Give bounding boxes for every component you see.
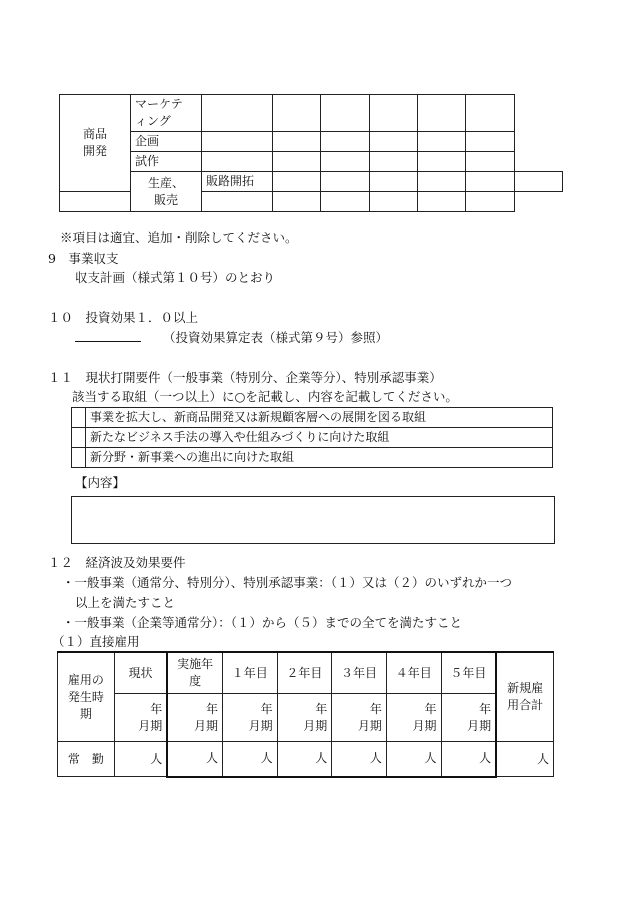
col-year-1: １年目 bbox=[222, 652, 277, 694]
direct-employment-table bbox=[57, 651, 554, 778]
cell[interactable] bbox=[273, 172, 321, 192]
col-year-4: ４年目 bbox=[386, 652, 441, 694]
row-head-timing: 雇用の 発生時 期 bbox=[58, 652, 115, 742]
cell[interactable] bbox=[321, 192, 369, 212]
period-year-4[interactable]: 年 月期 bbox=[386, 694, 441, 742]
section-11-instruction: 該当する取組（一つ以上）に○を記載し、内容を記載してください。 bbox=[72, 389, 458, 404]
col-current: 現状 bbox=[114, 652, 167, 694]
cell[interactable] bbox=[321, 152, 369, 172]
category-product-development: 商品 開発 bbox=[60, 95, 131, 192]
cell[interactable] bbox=[417, 95, 465, 132]
regular-year-2[interactable]: 人 bbox=[277, 742, 332, 777]
regular-year-1[interactable]: 人 bbox=[222, 742, 277, 777]
period-current[interactable]: 年 月期 bbox=[114, 694, 167, 742]
cell[interactable] bbox=[273, 132, 321, 152]
item-prototype: 試作 bbox=[131, 152, 202, 172]
item-marketing: マーケテ ィング bbox=[131, 95, 202, 132]
regular-year-5[interactable]: 人 bbox=[441, 742, 496, 777]
cell[interactable] bbox=[466, 152, 514, 172]
item-sales-channel: 販路開拓 bbox=[202, 172, 273, 192]
col-year-5: ５年目 bbox=[441, 652, 496, 694]
regular-impl[interactable]: 人 bbox=[167, 742, 222, 777]
section-11-heading: １１ 現状打開要件（一般事業（特別分、企業等分）、特別承認事業） bbox=[48, 370, 442, 385]
row-regular: 常 勤 bbox=[58, 742, 115, 777]
cell[interactable] bbox=[202, 152, 273, 172]
period-year-2[interactable]: 年 月期 bbox=[277, 694, 332, 742]
cell[interactable] bbox=[466, 172, 514, 192]
regular-total[interactable]: 人 bbox=[496, 742, 553, 777]
investment-effect-line bbox=[75, 328, 388, 346]
cell[interactable] bbox=[417, 132, 465, 152]
regular-year-4[interactable]: 人 bbox=[386, 742, 441, 777]
item-planning: 企画 bbox=[131, 132, 202, 152]
investment-effect-input[interactable] bbox=[75, 329, 141, 342]
section-9-body: 収支計画（様式第１０号）のとおり bbox=[75, 270, 276, 285]
cell[interactable] bbox=[417, 152, 465, 172]
category-production-sales: 生産、 販売 bbox=[131, 172, 202, 212]
initiative-options-table bbox=[71, 407, 553, 468]
option-3-checkbox[interactable] bbox=[72, 448, 86, 468]
regular-current[interactable]: 人 bbox=[114, 742, 167, 777]
cell[interactable] bbox=[369, 152, 417, 172]
cell[interactable] bbox=[466, 95, 514, 132]
cell[interactable] bbox=[369, 95, 417, 132]
period-impl[interactable]: 年 月期 bbox=[167, 694, 222, 742]
development-items-table bbox=[59, 94, 563, 212]
option-2-checkbox[interactable] bbox=[72, 428, 86, 448]
col-total: 新規雇 用合計 bbox=[496, 652, 553, 742]
option-1-checkbox[interactable] bbox=[72, 408, 86, 428]
bullet-1b: 以上を満たすこと bbox=[75, 595, 176, 610]
cell[interactable] bbox=[321, 172, 369, 192]
cell[interactable] bbox=[273, 192, 321, 212]
subsection-1-title: （１）直接雇用 bbox=[52, 634, 140, 649]
cell[interactable] bbox=[514, 172, 562, 192]
cell[interactable] bbox=[202, 192, 273, 212]
cell[interactable] bbox=[321, 132, 369, 152]
cell[interactable] bbox=[417, 172, 465, 192]
cell[interactable] bbox=[466, 192, 514, 212]
content-label: 【内容】 bbox=[75, 475, 126, 490]
bullet-2: ・一般事業（企業等通常分）：（１）から（５）までの全てを満たすこと bbox=[62, 615, 463, 630]
content-textbox[interactable] bbox=[71, 496, 555, 544]
investment-effect-ref: （投資効果算定表（様式第９号）参照） bbox=[162, 330, 388, 345]
section-10-heading: １０ 投資効果１．０以上 bbox=[48, 310, 199, 325]
cell[interactable] bbox=[202, 95, 273, 132]
option-1-label: 事業を拡大し、新商品開発又は新規顧客層への展開を図る取組 bbox=[86, 408, 553, 428]
cell[interactable] bbox=[202, 132, 273, 152]
cell[interactable] bbox=[369, 172, 417, 192]
period-year-5[interactable]: 年 月期 bbox=[441, 694, 496, 742]
col-impl-year: 実施年 度 bbox=[167, 652, 222, 694]
cell[interactable] bbox=[369, 192, 417, 212]
bullet-1a: ・一般事業（通常分、特別分）、特別承認事業：（１）又は（２）のいずれか一つ bbox=[62, 575, 513, 590]
period-year-3[interactable]: 年 月期 bbox=[332, 694, 387, 742]
cell[interactable] bbox=[369, 132, 417, 152]
section-12-heading: １２ 経済波及効果要件 bbox=[48, 555, 186, 570]
col-year-2: ２年目 bbox=[277, 652, 332, 694]
cell[interactable] bbox=[273, 152, 321, 172]
col-year-3: ３年目 bbox=[332, 652, 387, 694]
period-year-1[interactable]: 年 月期 bbox=[222, 694, 277, 742]
cell[interactable] bbox=[273, 95, 321, 132]
option-2-label: 新たなビジネス手法の導入や仕組みづくりに向けた取組 bbox=[86, 428, 553, 448]
regular-year-3[interactable]: 人 bbox=[332, 742, 387, 777]
option-3-label: 新分野・新事業への進出に向けた取組 bbox=[86, 448, 553, 468]
cell[interactable] bbox=[466, 132, 514, 152]
item-empty[interactable] bbox=[60, 192, 131, 212]
section-9-heading: 9 事業収支 bbox=[48, 251, 119, 266]
cell[interactable] bbox=[321, 95, 369, 132]
note-text: ※項目は適宜、追加・削除してください。 bbox=[60, 230, 298, 245]
cell[interactable] bbox=[417, 192, 465, 212]
